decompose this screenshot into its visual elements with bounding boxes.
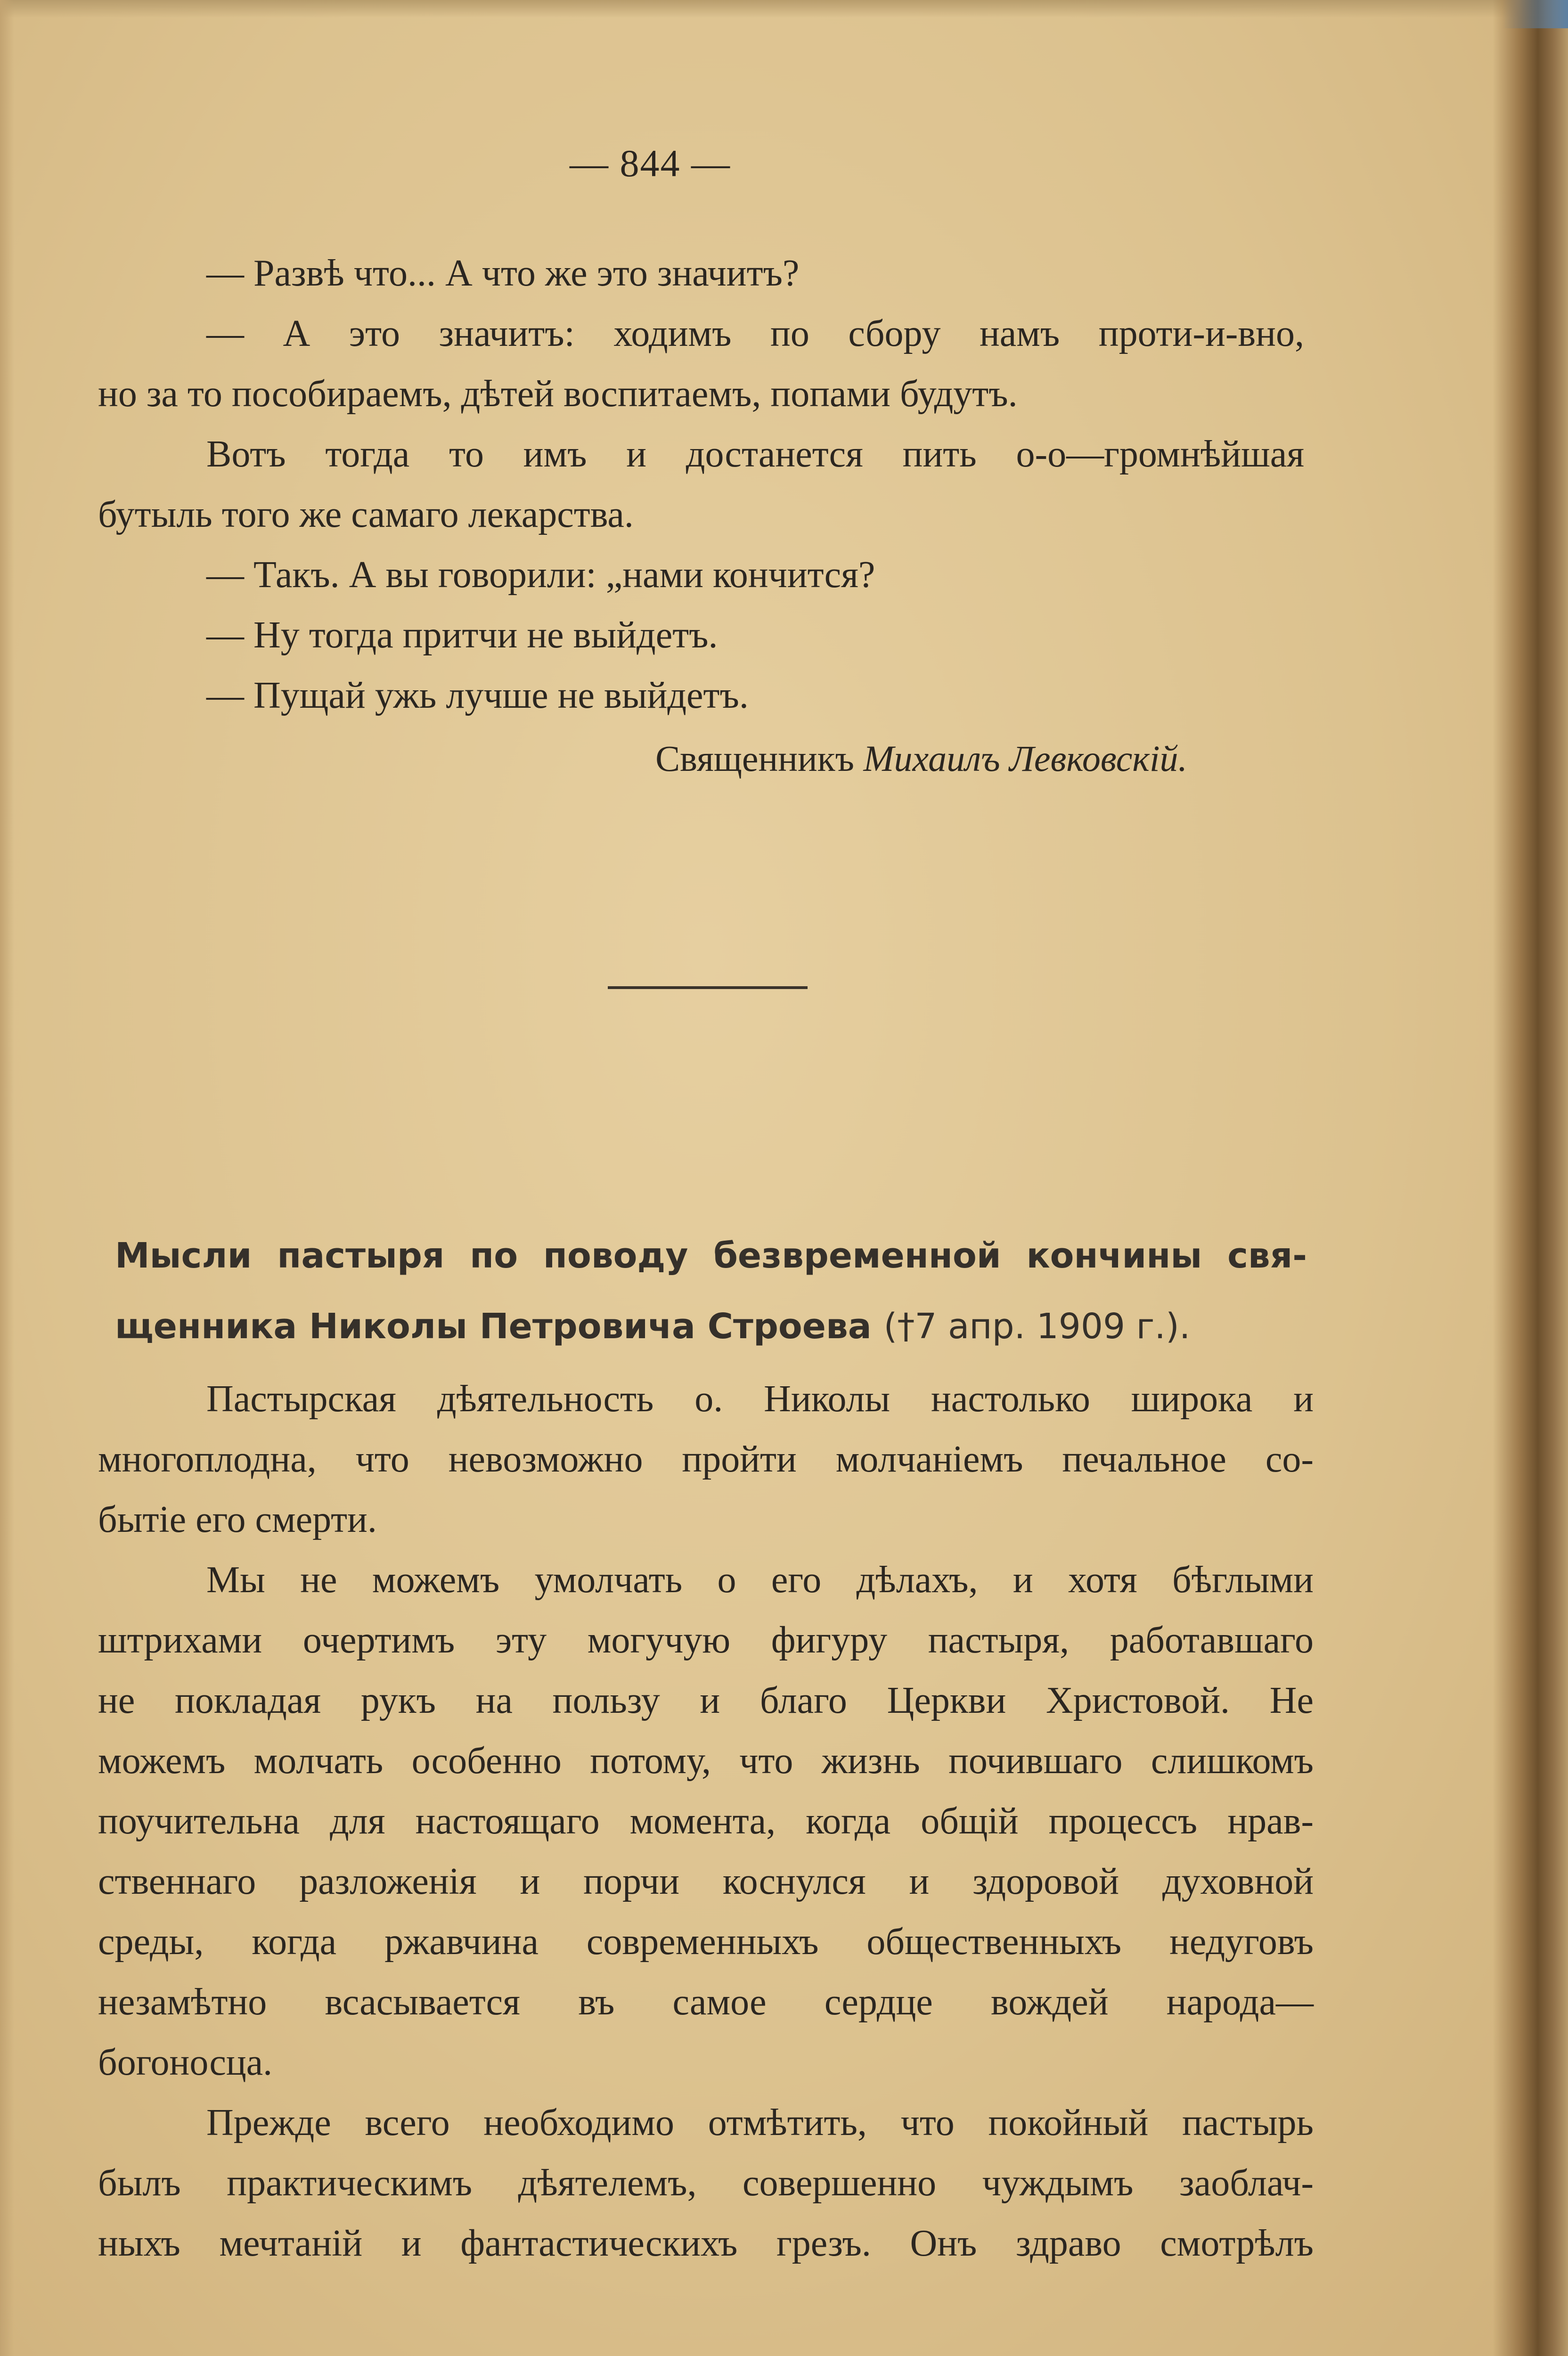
article-line: поучительна для настоящаго момента, когда общій процессъ нрав- [98, 1800, 1314, 1842]
article-line: былъ практическимъ дѣятелемъ, совершенно чуждымъ заоблач- [98, 2162, 1314, 2204]
book-spine-shadow [1493, 0, 1568, 2356]
dialogue-line: Вотъ тогда то имъ и достанется пить о-о—громнѣйшая [206, 434, 1304, 475]
dialogue-line: но за то пособираемъ, дѣтей воспитаемъ, попами будутъ. [98, 373, 1018, 415]
article-line: ныхъ мечтаній и фантастическихъ грезъ. Онъ здраво смотрѣлъ [98, 2223, 1314, 2264]
dialogue-line: — Такъ. А вы говорили: „нами кончится? [206, 554, 875, 596]
signature [499, 737, 1187, 780]
article-line: Прежде всего необходимо отмѣтить, что покойный пастырь [206, 2102, 1314, 2143]
section-divider [608, 986, 808, 989]
article-title-line [115, 1291, 1307, 1362]
page-left-edge [0, 0, 14, 2356]
article-title-line: Мысли пастыря по поводу безвременной кончины свя- [115, 1235, 1307, 1276]
article-line: Мы не можемъ умолчать о его дѣлахъ, и хотя бѣглыми [206, 1559, 1314, 1601]
signature-name: Михаилъ Левковскій. [863, 738, 1187, 779]
article-title-subject: щенника Николы Петровича Строева [115, 1306, 872, 1347]
background-corner [1502, 0, 1568, 28]
page-number: — 844 — [570, 142, 731, 185]
article-line: ственнаго разложенія и порчи коснулся и здоровой духовной [98, 1861, 1314, 1902]
dialogue-line: бутыль того же самаго лекарства. [98, 494, 634, 535]
article-title [115, 1220, 1307, 1362]
page-top-edge [0, 0, 1568, 18]
article-line: богоносца. [98, 2042, 273, 2083]
signature-role: Священникъ [655, 738, 854, 779]
dialogue-line: — Развѣ что... А что же это значитъ? [206, 253, 800, 294]
article-line: штрихами очертимъ эту могучую фигуру пастыря, работавшаго [98, 1620, 1314, 1661]
article-body [98, 1369, 1314, 2274]
dialogue-block [98, 243, 1304, 726]
dialogue-line: — Ну тогда притчи не выйдетъ. [206, 614, 718, 656]
article-line: среды, когда ржавчина современныхъ общественныхъ недуговъ [98, 1921, 1314, 1963]
dialogue-line: — А это значитъ: ходимъ по сбору намъ проти-и-вно, [206, 313, 1304, 354]
article-title-date: (†7 апр. 1909 г.). [883, 1306, 1191, 1347]
article-line: Пастырская дѣятельность о. Николы настолько широка и [206, 1378, 1314, 1420]
article-line: многоплодна, что невозможно пройти молчаніемъ печальное со- [98, 1439, 1314, 1480]
article-line: можемъ молчать особенно потому, что жизнь почившаго слишкомъ [98, 1740, 1314, 1782]
article-line: бытіе его смерти. [98, 1499, 377, 1540]
dialogue-line: — Пущай ужь лучше не выйдетъ. [206, 675, 749, 716]
article-line: не покладая рукъ на пользу и благо Церкви Христовой. Не [98, 1680, 1314, 1721]
article-line: незамѣтно всасывается въ самое сердце вождей народа— [98, 1981, 1314, 2023]
